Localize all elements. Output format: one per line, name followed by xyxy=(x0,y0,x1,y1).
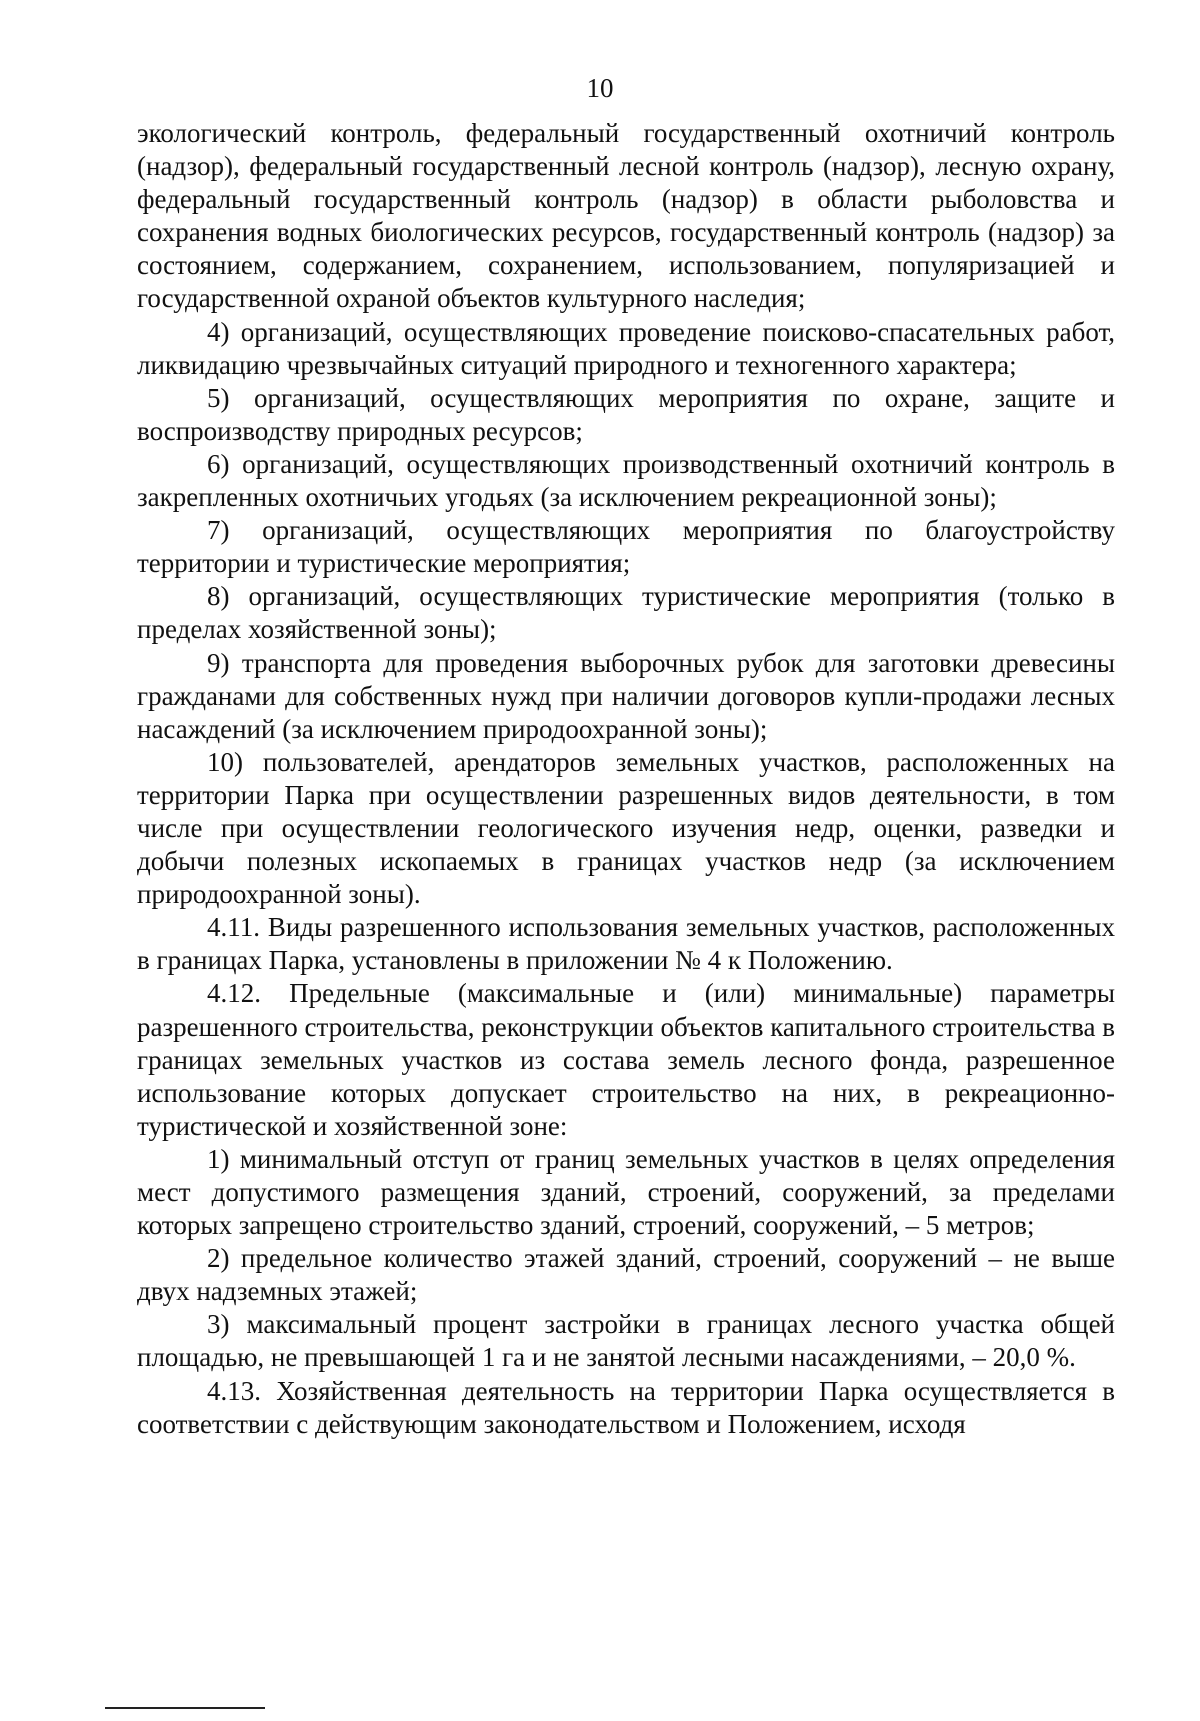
clause-4-12-item-2: 2) предельное количество этажей зданий, строений, сооружений – не выше двух надземных этажей; xyxy=(137,1243,1115,1307)
document-body xyxy=(137,117,1115,1441)
list-item-6: 6) организаций, осуществляющих производственный охотничий контроль в закрепленных охотничьих угодьях (за исключением рекреационной зоны); xyxy=(137,448,1115,513)
list-item-7: 7) организаций, осуществляющих мероприятия по благоустройству территории и туристические мероприятия; xyxy=(137,515,1115,579)
footnote-separator-line xyxy=(105,1707,265,1709)
list-item-4: 4) организаций, осуществляющих проведение поисково-спасательных работ, ликвидацию чрезвычайных ситуаций природного и техногенного характера; xyxy=(137,316,1115,380)
list-item-9: 9) транспорта для проведения выборочных рубок для заготовки древесины гражданами для собственных нужд при наличии договоров купли-продажи лесных насаждений (за исключением природоохранной зоны); xyxy=(137,647,1115,744)
clause-4-12: 4.12. Предельные (максимальные и (или) минимальные) параметры разрешенного строительства, реконструкции объектов капитального строительства в границах земельных участков из состава земель лесного фонда, разрешенное использование которых допускает строительство на них, в рекреационно-туристической и хозяйственной зоне: xyxy=(137,978,1115,1141)
list-item-5: 5) организаций, осуществляющих мероприятия по охране, защите и воспроизводству природных ресурсов; xyxy=(137,382,1115,446)
list-item-8: 8) организаций, осуществляющих туристические мероприятия (только в пределах хозяйственной зоны); xyxy=(137,581,1115,645)
page-number: 10 xyxy=(586,73,614,103)
list-item-10: 10) пользователей, арендаторов земельных участков, расположенных на территории Парка при осуществлении разрешенных видов деятельности, в том числе при осуществлении геологического изучения недр, оценки, разведки и добычи полезных ископаемых в границах участков недр (за исключением природоохранной зоны). xyxy=(137,746,1115,910)
clause-4-11: 4.11. Виды разрешенного использования земельных участков, расположенных в границах Парка, установлены в приложении № 4 к Положению. xyxy=(137,912,1115,976)
clause-4-12-item-1: 1) минимальный отступ от границ земельных участков в целях определения мест допустимого размещения зданий, строений, сооружений, за пределами которых запрещено строительство зданий, строений, сооружений, – 5 метров; xyxy=(137,1143,1115,1241)
clause-4-12-item-3: 3) максимальный процент застройки в границах лесного участка общей площадью, не превышающей 1 га и не занятой лесными насаждениями, – 20,0 %. xyxy=(137,1309,1115,1373)
clause-4-13: 4.13. Хозяйственная деятельность на территории Парка осуществляется в соответствии с действующим законодательством и Положением, исходя xyxy=(137,1375,1115,1439)
paragraph-continuation: экологический контроль, федеральный государственный охотничий контроль (надзор), федеральный государственный лесной контроль (надзор), лесную охрану, федеральный государственный контроль (надзор) в области рыболовства и сохранения водных биологических ресурсов, государственный контроль (надзор) за состоянием, содержанием, сохранением, использованием, популяризацией и государственной охраной объектов культурного наследия; xyxy=(137,118,1115,314)
